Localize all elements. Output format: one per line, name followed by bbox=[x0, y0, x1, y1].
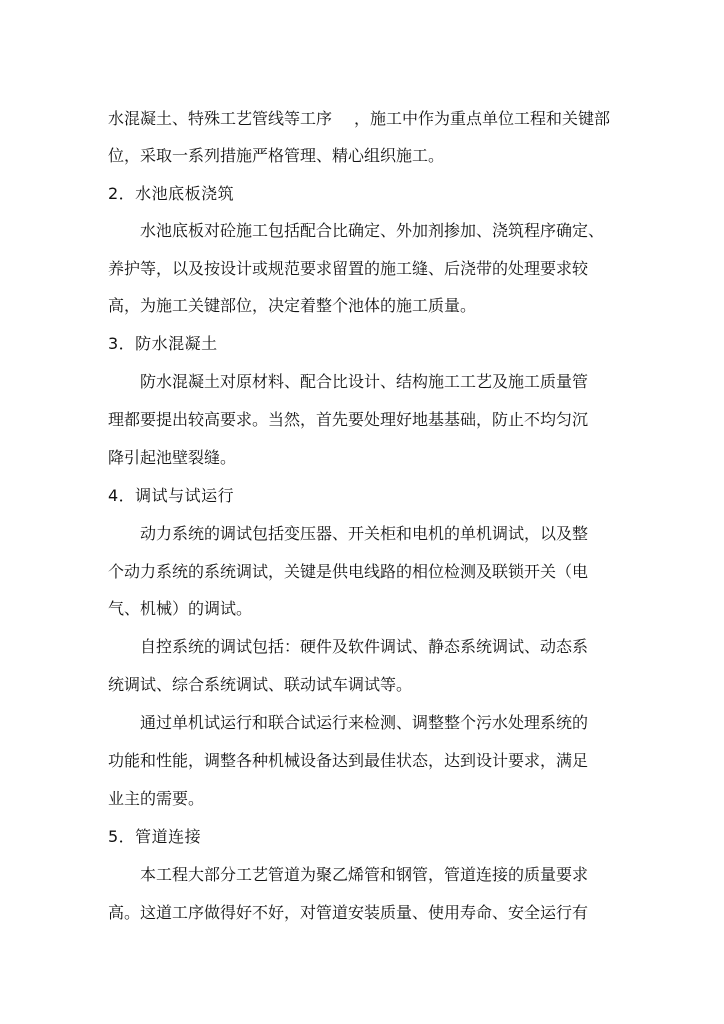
section-4-p1-line: 个动力系统的系统调试，关键是供电线路的相位检测及联锁开关（电 bbox=[108, 562, 589, 581]
section-4-p3-line: 通过单机试运行和联合试运行来检测、调整整个污水处理系统的 bbox=[140, 713, 589, 732]
section-3-line: 理都要提出较高要求。当然，首先要处理好地基基础，防止不均匀沉 bbox=[108, 410, 589, 429]
section-2-line: 水池底板对砼施工包括配合比确定、外加剂掺加、浇筑程序确定、 bbox=[140, 221, 605, 240]
section-4-p3-line: 业主的需要。 bbox=[108, 789, 205, 808]
section-4-p3-line: 功能和性能，调整各种机械设备达到最佳状态，达到设计要求，满足 bbox=[108, 751, 589, 770]
intro-line-1-part-a: 水混凝土、特殊工艺管线等工序 bbox=[108, 109, 333, 128]
section-4-p1-line: 气、机械）的调试。 bbox=[108, 599, 253, 618]
section-4-p2-line: 自控系统的调试包括：硬件及软件调试、静态系统调试、动态系 bbox=[140, 637, 589, 656]
section-2-line: 高，为施工关键部位，决定着整个池体的施工质量。 bbox=[108, 296, 477, 315]
intro-line-2: 位，采取一系列措施严格管理、精心组织施工。 bbox=[108, 146, 445, 165]
section-4-p1-line: 动力系统的调试包括变压器、开关柜和电机的单机调试，以及整 bbox=[140, 524, 589, 543]
section-3-line: 防水混凝土对原材料、配合比设计、结构施工工艺及施工质量管 bbox=[140, 372, 589, 391]
intro-line-1 bbox=[108, 109, 610, 129]
section-5-line: 高。这道工序做得好不好，对管道安装质量、使用寿命、安全运行有 bbox=[108, 903, 589, 922]
section-3-line: 降引起池壁裂缝。 bbox=[108, 448, 237, 467]
section-2-line: 养护等，以及按设计或规范要求留置的施工缝、后浇带的处理要求较 bbox=[108, 259, 589, 278]
section-3-heading: 3．防水混凝土 bbox=[108, 334, 218, 353]
section-5-line: 本工程大部分工艺管道为聚乙烯管和钢管，管道连接的质量要求 bbox=[140, 865, 589, 884]
section-2-heading: 2．水池底板浇筑 bbox=[108, 184, 235, 203]
intro-line-1-part-b: ，施工中作为重点单位工程和关键部 bbox=[354, 109, 611, 128]
section-4-heading: 4．调试与试运行 bbox=[108, 486, 235, 505]
section-4-p2-line: 统调试、综合系统调试、联动试车调试等。 bbox=[108, 675, 413, 694]
section-5-heading: 5．管道连接 bbox=[108, 827, 202, 846]
